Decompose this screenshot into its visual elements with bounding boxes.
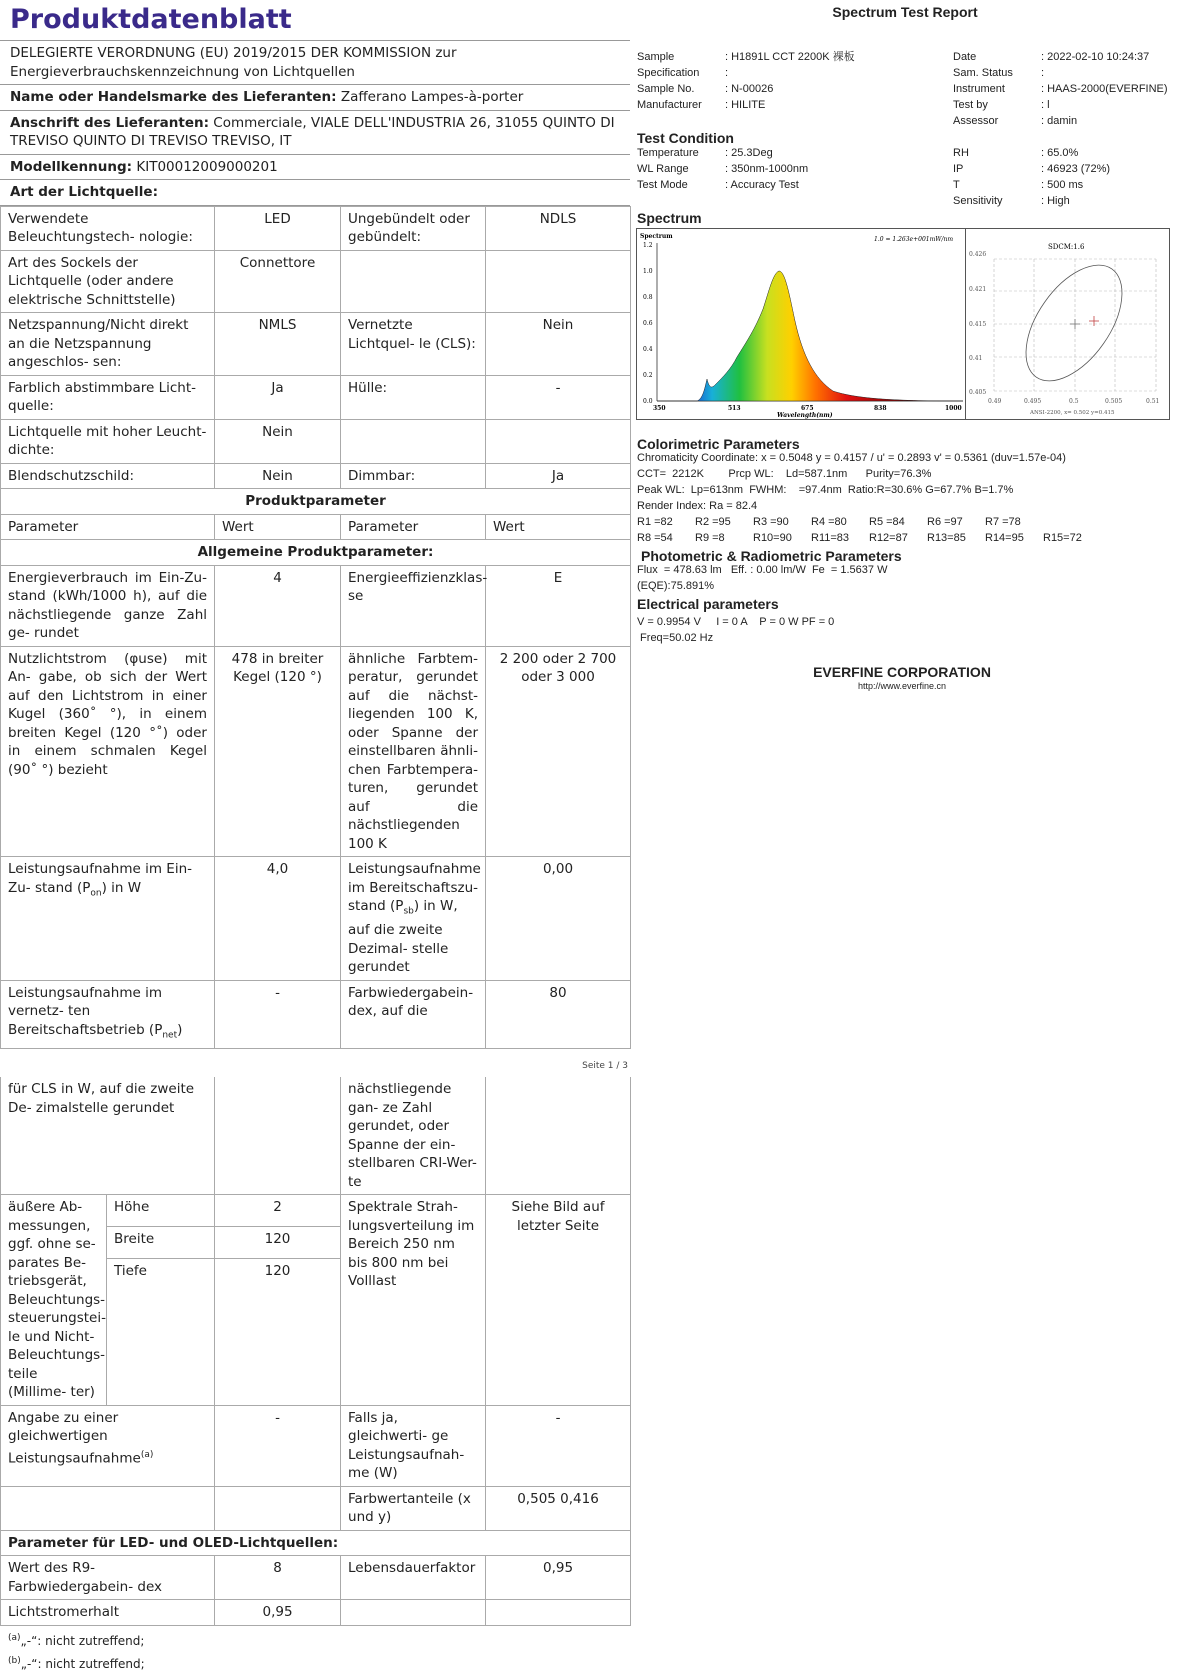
x-tick-label: 0.51 bbox=[1146, 398, 1160, 405]
r-value: R9 =8 bbox=[695, 532, 725, 544]
general-params-heading: Allgemeine Produktparameter: bbox=[1, 540, 631, 566]
param-label: Farblich abstimmbare Licht- quelle: bbox=[1, 375, 215, 419]
table-row bbox=[1, 980, 631, 1048]
sdcm-y-ticks bbox=[969, 251, 986, 396]
param-label: Farbwiedergabein- dex, auf die bbox=[341, 980, 486, 1048]
param-label: Falls ja, gleichwerti- ge Leistungsaufnah- me (W) bbox=[341, 1405, 486, 1486]
spectrum-x-label: Wavelength(nm) bbox=[777, 412, 833, 419]
supplier-name: Zafferano Lampes-à-porter bbox=[340, 89, 524, 105]
table-row bbox=[1, 313, 631, 376]
info-value: : Accuracy Test bbox=[725, 179, 799, 191]
info-key: Sample No. bbox=[637, 83, 695, 95]
psb-label-text: Leistungsaufnahme im Bereitschaftszu- stand (P bbox=[348, 861, 481, 914]
param-label: Nutzlichtstrom (φuse) mit An- gabe, ob sich der Wert auf den Lichtstrom in einer Kugel (360˚ °), in einem breiten Kegel (120 °˚) oder in einem schmalen Kegel (90˚ °) bezieht bbox=[1, 646, 215, 857]
y-tick-label: 0.2 bbox=[643, 372, 653, 379]
info-key: Sensitivity bbox=[953, 195, 1003, 207]
sdcm-footer: ANSI-2200, x= 0.502 y=0.415 bbox=[1030, 410, 1115, 416]
regulation-text: DELEGIERTE VERORDNUNG (EU) 2019/2015 DER KOMMISSION zur Energieverbrauchskennzeichnung von Lichtquellen bbox=[0, 40, 630, 85]
sdcm-x-ticks bbox=[988, 398, 1159, 405]
footnote-b bbox=[8, 1651, 622, 1674]
sdcm-chart bbox=[965, 228, 1170, 420]
sdcm-title: SDCM:1.6 bbox=[1048, 243, 1085, 251]
psb-tail: ) in W, auf die zweite Dezimal- stelle gerundet bbox=[348, 898, 458, 976]
param-value: 0,00 bbox=[486, 857, 631, 981]
photometric-title: Photometric & Radiometric Parameters bbox=[641, 548, 902, 564]
pnet-label-text: Leistungsaufnahme im vernetz- ten Bereitschaftsbetrieb (P bbox=[8, 984, 163, 1038]
param-value: - bbox=[486, 375, 631, 419]
param-label bbox=[1, 980, 215, 1048]
param-label: Lichtquelle mit hoher Leucht- dichte: bbox=[1, 419, 215, 463]
footnote-b-mark: (b) bbox=[8, 1655, 21, 1666]
spectrum-y-ticks bbox=[643, 242, 653, 405]
table-row bbox=[1, 646, 631, 857]
led-params-heading: Parameter für LED- und OLED-Lichtquellen: bbox=[1, 1530, 631, 1556]
param-value: - bbox=[215, 1405, 341, 1486]
column-header: Parameter bbox=[341, 514, 486, 540]
x-tick-label: 0.5 bbox=[1069, 398, 1079, 405]
table-row bbox=[1, 1405, 631, 1486]
x-tick-label: 675 bbox=[801, 405, 814, 412]
empty-cell bbox=[215, 1486, 341, 1530]
param-label bbox=[1, 1405, 215, 1486]
info-row bbox=[953, 65, 1168, 81]
info-value: : 25.3Deg bbox=[725, 147, 773, 159]
param-value: Nein bbox=[215, 419, 341, 463]
table-row bbox=[1, 1195, 631, 1227]
info-key: RH bbox=[953, 147, 969, 159]
param-label: Verwendete Beleuchtungstech- nologie: bbox=[1, 206, 215, 250]
param-label: Spektrale Strah- lungsverteilung im Bereich 250 nm bis 800 nm bei Volllast bbox=[341, 1195, 486, 1406]
empty-cell bbox=[486, 1077, 631, 1195]
footnote-b-text: „-“: nicht zutreffend; bbox=[20, 1656, 145, 1671]
param-value: 80 bbox=[486, 980, 631, 1048]
param-label: Art des Sockels der Lichtquelle (oder andere elektrische Schnittstelle) bbox=[1, 250, 215, 313]
r-value: R6 =97 bbox=[927, 516, 963, 528]
param-value: - bbox=[486, 1405, 631, 1486]
column-header: Wert bbox=[486, 514, 631, 540]
y-tick-label: 0.8 bbox=[643, 294, 653, 301]
y-tick-label: 0.415 bbox=[969, 321, 987, 328]
y-tick-label: 0.405 bbox=[969, 389, 987, 396]
param-value: 8 bbox=[215, 1556, 341, 1600]
info-row bbox=[953, 81, 1168, 97]
param-value: NDLS bbox=[486, 206, 631, 250]
param-label bbox=[1, 857, 215, 981]
report-title: Spectrum Test Report bbox=[832, 4, 978, 20]
info-row bbox=[953, 177, 1110, 193]
info-row bbox=[953, 49, 1168, 65]
dim-label: Höhe bbox=[107, 1195, 215, 1227]
param-value: 0,95 bbox=[215, 1600, 341, 1626]
spectrum-x-ticks bbox=[653, 405, 962, 412]
sample-info-right bbox=[953, 49, 1168, 129]
param-label: nächstliegende gan- ze Zahl gerundet, oder Spanne der ein- stellbaren CRI-Wer- te bbox=[341, 1077, 486, 1195]
footnote-a bbox=[8, 1628, 622, 1651]
x-tick-label: 350 bbox=[653, 405, 666, 412]
r-value: R1 =82 bbox=[637, 516, 673, 528]
spectrum-chart bbox=[636, 228, 968, 420]
test-condition-left bbox=[637, 145, 808, 193]
y-tick-label: 0.41 bbox=[969, 355, 983, 362]
param-value: Ja bbox=[215, 375, 341, 419]
doc-title: Produktdatenblatt bbox=[10, 4, 292, 35]
y-tick-label: 1.2 bbox=[643, 242, 653, 249]
param-value: Nein bbox=[215, 463, 341, 489]
param-label: Vernetzte Lichtquel- le (CLS): bbox=[341, 313, 486, 376]
y-tick-label: 0.4 bbox=[643, 346, 653, 353]
param-value: 2 200 oder 2 700 oder 3 000 bbox=[486, 646, 631, 857]
table-row bbox=[1, 375, 631, 419]
param-value: LED bbox=[215, 206, 341, 250]
light-type-heading bbox=[0, 180, 630, 206]
info-key: Test Mode bbox=[637, 179, 688, 191]
info-key: Instrument bbox=[953, 83, 1005, 95]
pon-sub: on bbox=[90, 888, 102, 899]
x-tick-label: 0.49 bbox=[988, 398, 1002, 405]
empty-cell bbox=[341, 1600, 486, 1626]
param-value: - bbox=[215, 980, 341, 1048]
continued-table bbox=[0, 1077, 631, 1626]
param-value: Nein bbox=[486, 313, 631, 376]
photometric-line: Flux = 478.63 lm Eff. : 0.00 lm/W Fe = 1.5637 W bbox=[637, 564, 888, 576]
empty-cell bbox=[486, 1600, 631, 1626]
table-row bbox=[1, 565, 631, 646]
info-row bbox=[637, 97, 855, 113]
info-key: Specification bbox=[637, 67, 700, 79]
table-row bbox=[1, 419, 631, 463]
supplier-row bbox=[0, 85, 630, 111]
param-value: 4 bbox=[215, 565, 341, 646]
info-row bbox=[953, 193, 1110, 209]
dim-label: Breite bbox=[107, 1227, 215, 1259]
footnote-a-mark: (a) bbox=[8, 1632, 21, 1643]
info-value: : bbox=[1041, 67, 1045, 79]
info-row bbox=[637, 177, 808, 193]
electrical-line: Freq=50.02 Hz bbox=[637, 632, 714, 644]
model-value: KIT00012009000201 bbox=[136, 158, 278, 175]
measured-point-marker bbox=[1089, 316, 1099, 326]
y-tick-label: 0.0 bbox=[643, 398, 653, 405]
param-label: Wert des R9-Farbwiedergabein- dex bbox=[1, 1556, 215, 1600]
pnet-sub: net bbox=[162, 1030, 178, 1041]
param-label: Dimmbar: bbox=[341, 463, 486, 489]
param-value: 4,0 bbox=[215, 857, 341, 981]
info-row bbox=[637, 65, 855, 81]
sdcm-ellipse bbox=[1007, 248, 1142, 397]
info-value: : 500 ms bbox=[1041, 179, 1084, 191]
supplier-label: Name oder Handelsmarke des Lieferanten: bbox=[10, 89, 337, 105]
x-tick-label: 838 bbox=[874, 405, 887, 412]
info-value: : 46923 (72%) bbox=[1041, 163, 1111, 175]
pnet-tail: ) bbox=[177, 1021, 183, 1038]
info-value: : HAAS-2000(EVERFINE) bbox=[1041, 83, 1168, 95]
dim-value: 120 bbox=[215, 1258, 341, 1405]
info-value: : High bbox=[1041, 195, 1070, 207]
y-tick-label: 0.421 bbox=[969, 286, 987, 293]
product-params-heading: Produktparameter bbox=[1, 489, 631, 515]
spectrum-test-report bbox=[636, 0, 1174, 700]
spectrum-section-title: Spectrum bbox=[637, 210, 702, 226]
dim-value: 2 bbox=[215, 1195, 341, 1227]
param-value: Siehe Bild auf letzter Seite bbox=[486, 1195, 631, 1406]
spectrum-curve bbox=[657, 271, 963, 401]
photometric-line: (EQE):75.891% bbox=[637, 580, 715, 592]
pon-label-text: Leistungsaufnahme im Ein-Zu- stand (P bbox=[8, 861, 192, 896]
param-value: 0,95 bbox=[486, 1556, 631, 1600]
company-url: http://www.everfine.cn bbox=[857, 681, 947, 691]
model-row bbox=[0, 155, 630, 181]
r-value: R2 =95 bbox=[695, 516, 731, 528]
info-row bbox=[637, 161, 808, 177]
param-label: Lichtstromerhalt bbox=[1, 1600, 215, 1626]
colorimetric-title: Colorimetric Parameters bbox=[637, 436, 800, 452]
address-label: Anschrift des Lieferanten: bbox=[10, 114, 209, 131]
param-label: Energieeffizienzklas- se bbox=[341, 565, 486, 646]
info-key: T bbox=[953, 179, 960, 191]
column-header-row bbox=[1, 514, 631, 540]
colorimetric-line: Render Index: Ra = 82.4 bbox=[637, 500, 758, 512]
info-key: IP bbox=[953, 163, 964, 175]
info-value: : bbox=[725, 67, 729, 79]
x-tick-label: 0.495 bbox=[1024, 398, 1042, 405]
address-value: Commerciale, VIALE DELL'INDUSTRIA 26, 31055 QUINTO DI TREVISO QUINTO DI TREVISO TREVISO, IT bbox=[10, 114, 615, 149]
info-value: : 2022-02-10 10:24:37 bbox=[1041, 51, 1150, 63]
spectrum-scale-note: 1.0 = 1.263e+001mW/nm bbox=[874, 236, 954, 243]
param-label bbox=[341, 250, 486, 313]
info-row bbox=[953, 97, 1168, 113]
page-number: Seite 1 / 3 bbox=[582, 1060, 628, 1071]
info-value: : HILITE bbox=[725, 99, 766, 111]
table-row bbox=[1, 1600, 631, 1626]
r-value: R15=72 bbox=[1043, 532, 1082, 544]
r-value: R14=95 bbox=[985, 532, 1024, 544]
r-value: R10=90 bbox=[753, 532, 792, 544]
r-value: R5 =84 bbox=[869, 516, 905, 528]
y-tick-label: 0.6 bbox=[643, 320, 653, 327]
info-value: : 65.0% bbox=[1041, 147, 1079, 159]
target-point-marker bbox=[1070, 319, 1080, 329]
info-row bbox=[953, 145, 1110, 161]
dim-value: 120 bbox=[215, 1227, 341, 1259]
param-label: für CLS in W, auf die zweite De- zimalstelle gerundet bbox=[1, 1077, 215, 1195]
sdcm-svg bbox=[966, 229, 1169, 419]
x-tick-label: 1000 bbox=[945, 405, 962, 412]
table-row bbox=[1, 206, 631, 250]
table-row bbox=[1, 250, 631, 313]
colorimetric-line: Chromaticity Coordinate: x = 0.5048 y = 0.4157 / u' = 0.2893 v' = 0.5361 (duv=1.57e-04) bbox=[637, 452, 1066, 464]
info-row bbox=[953, 113, 1168, 129]
colorimetric-line: CCT= 2212K Prcp WL: Ld=587.1nm Purity=76.3% bbox=[637, 468, 932, 480]
info-value: : l bbox=[1041, 99, 1050, 111]
param-value bbox=[486, 419, 631, 463]
param-label: Blendschutzschild: bbox=[1, 463, 215, 489]
r-value: R12=87 bbox=[869, 532, 908, 544]
address-row bbox=[0, 111, 630, 155]
r-value: R11=83 bbox=[811, 532, 850, 544]
info-key: Date bbox=[953, 51, 977, 63]
r-value: R8 =54 bbox=[637, 532, 673, 544]
param-label: Lebensdauerfaktor bbox=[341, 1556, 486, 1600]
info-row bbox=[637, 145, 808, 161]
info-key: WL Range bbox=[637, 163, 689, 175]
light-type-label: Art der Lichtquelle: bbox=[10, 184, 158, 200]
info-value: : damin bbox=[1041, 115, 1078, 127]
table-row bbox=[1, 857, 631, 981]
param-value: E bbox=[486, 565, 631, 646]
pon-tail: ) in W bbox=[101, 879, 142, 896]
x-tick-label: 0.505 bbox=[1105, 398, 1123, 405]
x-tick-label: 513 bbox=[728, 405, 741, 412]
company-name: EVERFINE CORPORATION bbox=[813, 664, 991, 680]
info-key: Manufacturer bbox=[637, 99, 702, 111]
footnote-a-text: „-“: nicht zutreffend; bbox=[20, 1633, 145, 1648]
param-value: 478 in breiter Kegel (120 °) bbox=[215, 646, 341, 857]
test-condition-title: Test Condition bbox=[637, 130, 734, 146]
info-row bbox=[953, 161, 1110, 177]
r-value: R3 =90 bbox=[753, 516, 789, 528]
info-value: : 350nm-1000nm bbox=[725, 163, 809, 175]
y-tick-label: 0.426 bbox=[969, 251, 987, 258]
param-value: NMLS bbox=[215, 313, 341, 376]
info-key: Test by bbox=[953, 99, 988, 111]
param-label bbox=[341, 419, 486, 463]
r-value: R13=85 bbox=[927, 532, 966, 544]
info-key: Sam. Status bbox=[953, 67, 1013, 79]
info-key: Sample bbox=[637, 51, 675, 63]
info-key: Assessor bbox=[953, 115, 999, 127]
light-source-table bbox=[0, 206, 631, 1049]
column-header: Parameter bbox=[1, 514, 215, 540]
equiv-sup: (a) bbox=[140, 1449, 154, 1460]
info-value: : N-00026 bbox=[725, 83, 774, 95]
param-label: ähnliche Farbtem- peratur, gerundet auf die nächst- liegenden 100 K, oder Spanne der einstellbaren ähnli- chen Farbtempera- turen, gerundet auf die nächstliegenden 100 K bbox=[341, 646, 486, 857]
param-label: Hülle: bbox=[341, 375, 486, 419]
param-label: Farbwertanteile (x und y) bbox=[341, 1486, 486, 1530]
spectrum-label: Spectrum bbox=[640, 233, 673, 240]
psb-sub: sb bbox=[403, 906, 414, 917]
info-row bbox=[637, 49, 855, 65]
colorimetric-line: Peak WL: Lp=613nm FWHM: =97.4nm Ratio:R=30.6% G=67.7% B=1.7% bbox=[637, 484, 1014, 496]
param-label: Energieverbrauch im Ein-Zu- stand (kWh/1000 h), auf die nächstliegende ganze Zahl ge- rundet bbox=[1, 565, 215, 646]
table-row bbox=[1, 1556, 631, 1600]
param-value: 0,505 0,416 bbox=[486, 1486, 631, 1530]
r-value: R4 =80 bbox=[811, 516, 847, 528]
param-value: Connettore bbox=[215, 250, 341, 313]
r-value: R7 =78 bbox=[985, 516, 1021, 528]
y-tick-label: 1.0 bbox=[643, 268, 653, 275]
electrical-title: Electrical parameters bbox=[637, 596, 779, 612]
spectrum-svg bbox=[637, 229, 967, 419]
info-key: Temperature bbox=[637, 147, 699, 159]
param-label: Ungebündelt oder gebündelt: bbox=[341, 206, 486, 250]
sample-info-left bbox=[637, 49, 855, 113]
model-label: Modellkennung: bbox=[10, 158, 133, 175]
table-row bbox=[1, 463, 631, 489]
column-header: Wert bbox=[215, 514, 341, 540]
empty-cell bbox=[215, 1077, 341, 1195]
footnotes bbox=[0, 1626, 630, 1676]
info-row bbox=[637, 81, 855, 97]
param-label: Netzspannung/Nicht direkt an die Netzspannung angeschlos- sen: bbox=[1, 313, 215, 376]
empty-cell bbox=[1, 1486, 215, 1530]
param-value bbox=[486, 250, 631, 313]
table-row bbox=[1, 1486, 631, 1530]
info-value: : H1891L CCT 2200K 裸板 bbox=[725, 51, 855, 63]
dims-label: äußere Ab- messungen, ggf. ohne se- parates Be- triebsgerät, Beleuchtungs- steuerungstei- le und Nicht- Beleuchtungs- teile (Millime- ter) bbox=[1, 1195, 107, 1406]
test-condition-right bbox=[953, 145, 1110, 209]
equiv-label-text: Angabe zu einer gleichwertigen Leistungsaufnahme bbox=[8, 1409, 141, 1467]
table-row bbox=[1, 1077, 631, 1195]
param-label bbox=[341, 857, 486, 981]
dim-label: Tiefe bbox=[107, 1258, 215, 1405]
param-value: Ja bbox=[486, 463, 631, 489]
electrical-line: V = 0.9954 V I = 0 A P = 0 W PF = 0 bbox=[637, 616, 835, 628]
